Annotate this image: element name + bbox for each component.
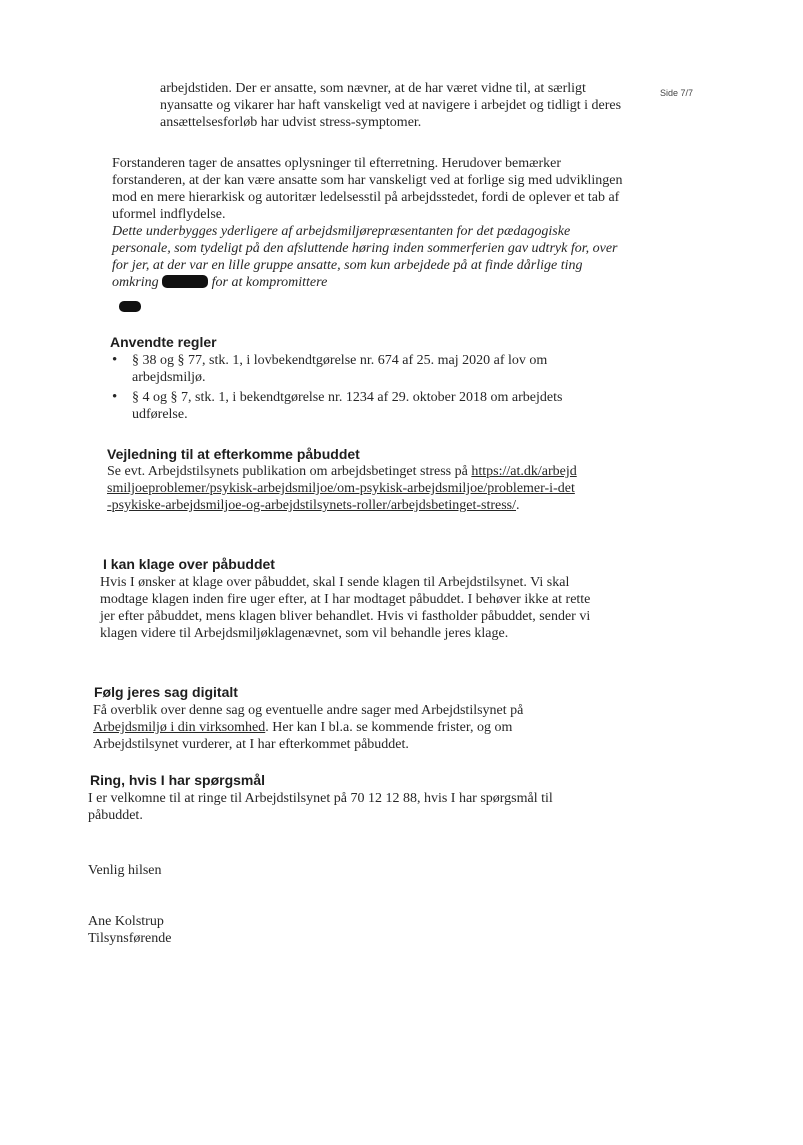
statement-italic-after: for at kompromittere — [211, 275, 328, 290]
signer-title: Tilsynsførende — [88, 931, 172, 946]
redaction-mark — [162, 275, 208, 288]
rules-list — [110, 352, 610, 426]
intro-paragraph — [160, 80, 630, 131]
guidance-heading: Vejledning til at efterkomme påbuddet — [107, 446, 360, 462]
signer-name: Ane Kolstrup — [88, 914, 164, 929]
closing-greeting: Venlig hilsen — [88, 863, 162, 878]
complaint-heading: I kan klage over påbuddet — [103, 556, 275, 572]
page-number: Side 7/7 — [660, 88, 694, 98]
intro-text: arbejdstiden. Der er ansatte, som nævner, at de har været vidne til, at særligt nyansatte og vikarer har haft vanskeligt ved at navigere i arbejdet og tidligt i deres ansættelsesforløb har udvist stress-symptomer. — [160, 81, 622, 130]
questions-heading: Ring, hvis I har spørgsmål — [90, 772, 266, 788]
guidance-suffix: . — [516, 498, 520, 513]
digital-link[interactable]: Arbejdsmiljø i din virksomhed — [93, 720, 266, 735]
statement-text: Forstanderen tager de ansattes oplysninger til efterretning. Herudover bemærker forstanderen, at der kan være ansatte som har vanskeligt ved at forlige sig med udviklingen mod en mere hierarkisk og autoritær ledelsesstil på arbejdsstedet, fordi de oplever et tab af uformel indflydelse. — [112, 156, 623, 222]
complaint-paragraph — [100, 574, 605, 642]
guidance-link[interactable]: https://at.dk/arbejdsmiljoeproblemer/psykisk-arbejdsmiljoe/om-psykisk-arbejdsmiljoe/problemer-i-det-psykiske-arbejdsmiljoe-og-arbejdstilsynets-roller/arbejdsbetinget-stress/ — [107, 464, 577, 513]
digital-text-before: Få overblik over denne sag og eventuelle andre sager med Arbejdstilsynet på — [93, 703, 524, 718]
rules-list-item: • § 4 og § 7, stk. 1, i bekendtgørelse nr. 1234 af 29. oktober 2018 om arbejdets udførelse. — [110, 389, 610, 423]
guidance-paragraph — [107, 463, 577, 514]
digital-text-after: . Her kan I bl.a. se kommende frister, og om Arbejdstilsynet vurderer, at I har efterkommet påbuddet. — [93, 720, 513, 752]
guidance-text: Se evt. Arbejdstilsynets publikation om arbejdsbetinget stress på — [107, 464, 468, 479]
redaction-mark-2 — [119, 301, 141, 312]
rules-heading: Anvendte regler — [110, 334, 217, 350]
rules-list-item: • § 38 og § 77, stk. 1, i lovbekendtgørelse nr. 674 af 25. maj 2020 af lov om arbejdsmiljø. — [110, 352, 610, 386]
complaint-text: Hvis I ønsker at klage over påbuddet, skal I sende klagen til Arbejdstilsynet. Vi skal modtage klagen inden fire uger efter, at I har modtaget påbuddet. I behøver ikke at rette jer efter påbuddet, mens klagen bliver behandlet. Hvis vi fastholder påbuddet, sender vi klagen videre til Arbejdsmiljøklagenævnet, som vil behandle jeres klage. — [100, 575, 591, 641]
statement-italic-before: Dette underbygges yderligere af arbejdsmiljørepræsentanten for det pædagogiske personale, som tydeligt på den afsluttende høring inden sommerferien gav udtryk for, over for jer, at der var en lille gruppe ansatte, som kun arbejdede på at finde dårlige ting omkring — [112, 224, 618, 290]
digital-paragraph — [93, 702, 588, 753]
questions-paragraph — [88, 790, 598, 824]
digital-heading: Følg jeres sag digitalt — [94, 684, 238, 700]
statement-italic — [112, 223, 632, 291]
questions-text: I er velkomne til at ringe til Arbejdstilsynet på 70 12 12 88, hvis I har spørgsmål til påbuddet. — [88, 791, 553, 823]
statement-paragraph — [112, 155, 632, 291]
